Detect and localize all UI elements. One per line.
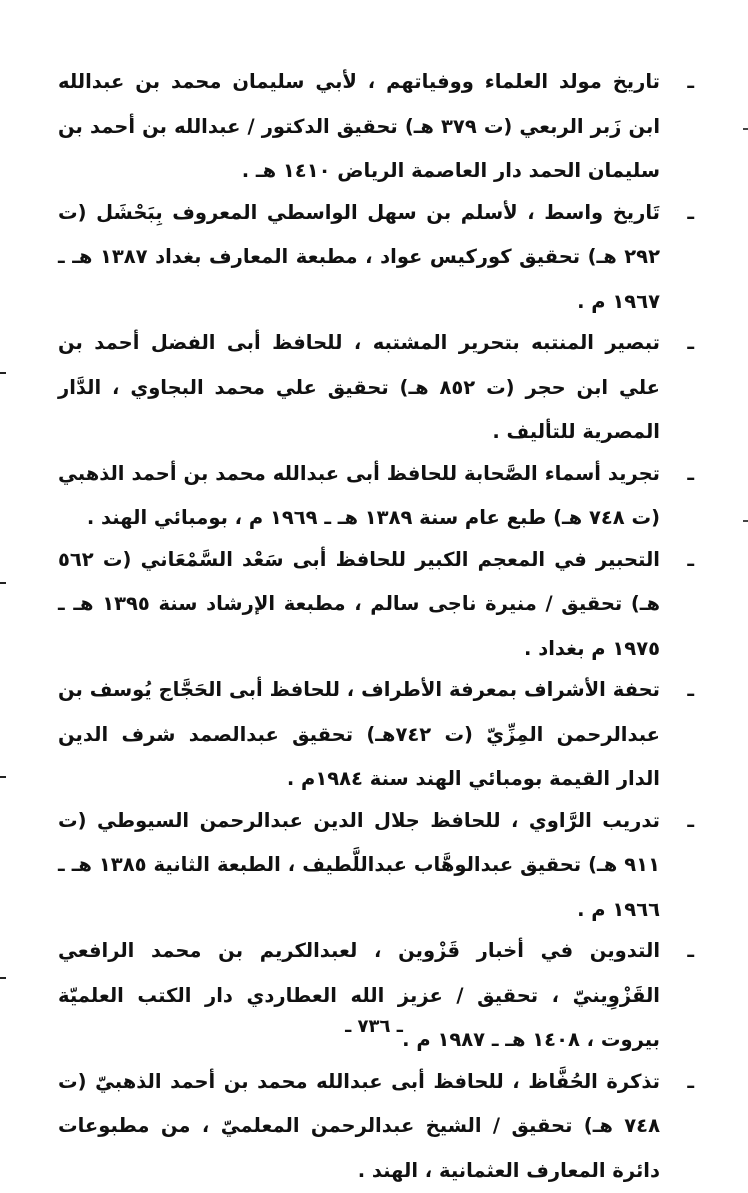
entry-text: تدريب الرَّاوي ، للحافظ جلال الدين عبدالرحمن السيوطي (ت ٩١١ هـ) تحقيق عبدالوهَّاب عبداللَّطيف ، الطبعة الثانية ١٣٨٥ هـ ـ ١٩٦٦ م . — [58, 799, 660, 933]
entry-dash: ـ — [687, 538, 694, 583]
bibliography-entry — [58, 1060, 696, 1193]
scan-edge-mark — [0, 776, 6, 778]
entry-text: تذكرة الحُفَّاظ ، للحافظ أبى عبدالله محمد بن أحمد الذهبيّ (ت ٧٤٨ هـ) تحقيق / الشيخ عبدالرحمن المعلميّ ، من مطبوعات دائرة المعارف العثمانية ، الهند . — [58, 1060, 660, 1193]
scan-edge-mark — [0, 372, 6, 374]
entry-dash: ـ — [687, 799, 694, 844]
bibliography-entry — [58, 538, 696, 672]
scan-edge-mark — [0, 977, 6, 979]
bibliography-entry — [58, 668, 696, 802]
entry-dash: ـ — [687, 1060, 694, 1105]
entry-text: تاريخ مولد العلماء ووفياتهم ، لأبي سليمان محمد بن عبدالله ابن زَبر الربعي (ت ٣٧٩ هـ) تحقيق الدكتور / عبدالله بن أحمد بن سليمان الحمد دار العاصمة الرياض ١٤١٠ هـ . — [58, 60, 660, 194]
entry-dash: ـ — [687, 929, 694, 974]
entry-dash: ـ — [687, 321, 694, 366]
scan-edge-mark — [743, 128, 748, 130]
entry-dash: ـ — [687, 60, 694, 105]
bibliography-entry — [58, 60, 696, 194]
scan-edge-mark — [743, 520, 748, 522]
entry-dash: ـ — [687, 452, 694, 497]
entry-text: التحبير في المعجم الكبير للحافظ أبى سَعْد السَّمْعَاني (ت ٥٦٢ هـ) تحقيق / منيرة ناجى سالم ، مطبعة الإرشاد سنة ١٣٩٥ هـ ـ ١٩٧٥ م بغداد . — [58, 538, 660, 672]
entry-dash: ـ — [687, 191, 694, 236]
bibliography-entry — [58, 321, 696, 455]
bibliography-entry — [58, 452, 696, 541]
page-number: ـ ٧٣٦ ـ — [0, 1016, 748, 1037]
bibliography-entry — [58, 929, 696, 1063]
bibliography-entry — [58, 799, 696, 933]
entry-dash: ـ — [687, 668, 694, 713]
bibliography-entry — [58, 191, 696, 325]
entry-text: تَاريخ واسط ، لأسلم بن سهل الواسطي المعروف بِبَحْشَل (ت ٢٩٢ هـ) تحقيق كوركيس عواد ، مطبعة المعارف بغداد ١٣٨٧ هـ ـ ١٩٦٧ م . — [58, 191, 660, 325]
entry-text: تجريد أسماء الصَّحابة للحافظ أبى عبدالله محمد بن أحمد الذهبي (ت ٧٤٨ هـ) طبع عام سنة ١٣٨٩ هـ ـ ١٩٦٩ م ، بومبائي الهند . — [58, 452, 660, 541]
entry-text: تحفة الأشراف بمعرفة الأطراف ، للحافظ أبى الحَجَّاج يُوسف بن عبدالرحمن المِزِّيّ (ت ٧٤٢هـ) تحقيق عبدالصمد شرف الدين الدار القيمة بومبائي الهند سنة ١٩٨٤م . — [58, 668, 660, 802]
scan-edge-mark — [0, 582, 6, 584]
entry-text: التدوين في أخبار قَزْوين ، لعبدالكريم بن محمد الرافعي القَزْوِينيّ ، تحقيق / عزيز الله العطاردي دار الكتب العلميّة بيروت ، ١٤٠٨ هـ ـ ١٩٨٧ م . — [58, 929, 660, 1063]
entry-text: تبصير المنتبه بتحرير المشتبه ، للحافظ أبى الفضل أحمد بن علي ابن حجر (ت ٨٥٢ هـ) تحقيق علي محمد البجاوي ، الدَّار المصرية للتأليف . — [58, 321, 660, 455]
